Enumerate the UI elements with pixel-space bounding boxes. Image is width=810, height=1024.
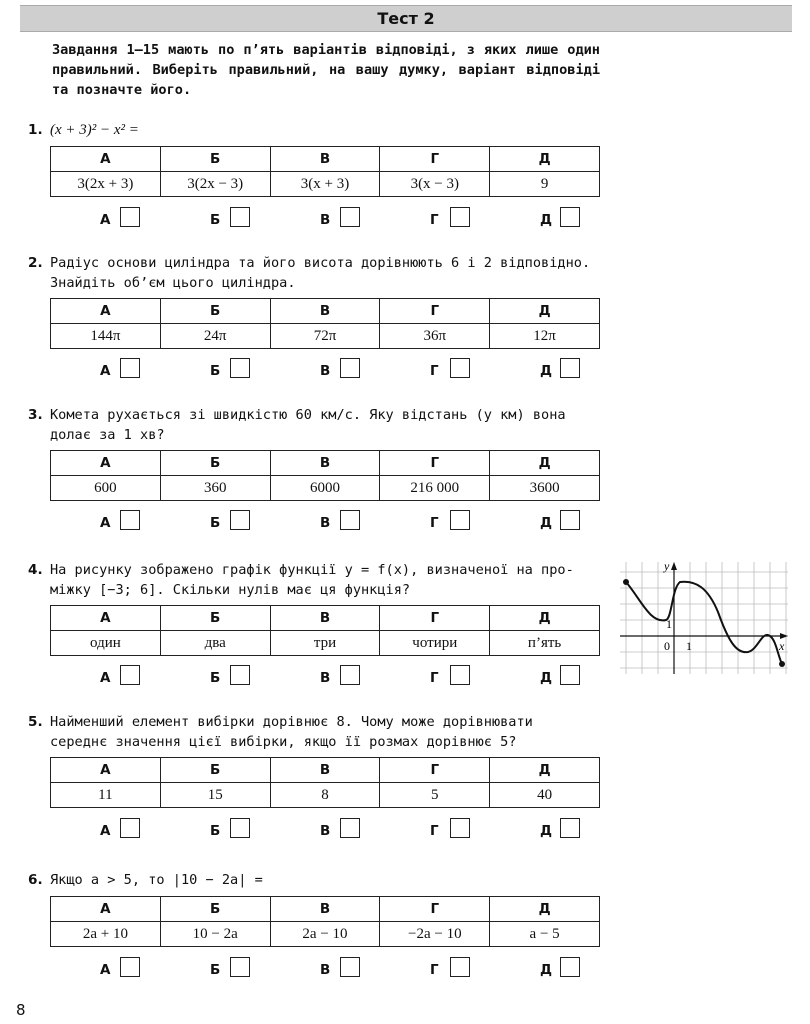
answer-label: Г bbox=[430, 212, 439, 228]
origin-label: 0 bbox=[664, 639, 670, 653]
question-number: 6. bbox=[28, 872, 43, 888]
question-line: міжку [−3; 6]. Скільки нулів має ця функція? bbox=[50, 582, 411, 598]
answer-label: Д bbox=[540, 515, 553, 531]
question-number: 4. bbox=[28, 562, 43, 578]
answer-checkbox[interactable] bbox=[230, 957, 250, 977]
answer-checkbox[interactable] bbox=[560, 957, 580, 977]
question-4 bbox=[28, 560, 603, 651]
option-value: 3600 bbox=[490, 476, 600, 501]
option-value: 9 bbox=[490, 172, 600, 197]
question-line: Якщо a > 5, то |10 − 2a| = bbox=[50, 872, 263, 888]
option-value: 3(x − 3) bbox=[380, 172, 490, 197]
answer-label: В bbox=[320, 962, 331, 978]
answer-checkbox[interactable] bbox=[120, 818, 140, 838]
options-table bbox=[50, 896, 600, 947]
answer-label: Б bbox=[210, 363, 221, 379]
function-graph bbox=[620, 558, 790, 678]
answer-row-2 bbox=[68, 358, 588, 382]
answer-checkbox[interactable] bbox=[340, 957, 360, 977]
question-line: Радіус основи циліндра та його висота дорівнюють 6 і 2 відповідно. bbox=[50, 255, 591, 271]
option-header: А bbox=[51, 299, 161, 324]
question-number: 2. bbox=[28, 255, 43, 271]
question-3 bbox=[28, 405, 603, 496]
answer-label: Г bbox=[430, 962, 439, 978]
answer-label: Б bbox=[210, 515, 221, 531]
answer-checkbox[interactable] bbox=[340, 818, 360, 838]
option-header: Г bbox=[380, 606, 490, 631]
option-header: Б bbox=[160, 299, 270, 324]
option-value: 40 bbox=[490, 783, 600, 808]
answer-label: А bbox=[100, 670, 111, 686]
option-value: 2a − 10 bbox=[270, 922, 380, 947]
option-header: Д bbox=[490, 606, 600, 631]
answer-checkbox[interactable] bbox=[450, 358, 470, 378]
option-header: В bbox=[270, 299, 380, 324]
option-value: −2a − 10 bbox=[380, 922, 490, 947]
answer-row-1 bbox=[68, 207, 588, 231]
test-title: Тест 2 bbox=[377, 9, 435, 28]
answer-label: В bbox=[320, 212, 331, 228]
options-table bbox=[50, 450, 600, 501]
option-header: А bbox=[51, 147, 161, 172]
answer-label: А bbox=[100, 515, 111, 531]
option-header: В bbox=[270, 606, 380, 631]
answer-label: А bbox=[100, 212, 111, 228]
answer-checkbox[interactable] bbox=[560, 818, 580, 838]
option-header: Г bbox=[380, 299, 490, 324]
option-header: В bbox=[270, 451, 380, 476]
question-line: На рисунку зображено графік функції y = f(x), визначеної на про- bbox=[50, 562, 574, 578]
answer-label: Д bbox=[540, 670, 553, 686]
option-header: Г bbox=[380, 758, 490, 783]
question-6 bbox=[28, 870, 603, 942]
option-value: 6000 bbox=[270, 476, 380, 501]
option-value: 12π bbox=[490, 324, 600, 349]
option-value: 216 000 bbox=[380, 476, 490, 501]
option-value: 360 bbox=[160, 476, 270, 501]
answer-checkbox[interactable] bbox=[340, 510, 360, 530]
answer-label: А bbox=[100, 823, 111, 839]
y-axis-label: y bbox=[664, 559, 670, 573]
answer-label: Г bbox=[430, 515, 439, 531]
x-tick-label: 1 bbox=[686, 639, 692, 653]
answer-checkbox[interactable] bbox=[340, 207, 360, 227]
answer-checkbox[interactable] bbox=[120, 207, 140, 227]
option-header: А bbox=[51, 606, 161, 631]
option-header: Б bbox=[160, 897, 270, 922]
instructions: Завдання 1–15 мають по п’ять варіантів відповіді, з яких лише один правильний. Виберіть правильний, на вашу думку, варіант відповіді та позначте його. bbox=[52, 42, 600, 98]
answer-checkbox[interactable] bbox=[230, 818, 250, 838]
y-tick-label: 1 bbox=[666, 617, 672, 631]
answer-label: Б bbox=[210, 212, 221, 228]
answer-row-5 bbox=[68, 818, 588, 842]
option-header: Д bbox=[490, 147, 600, 172]
option-value: 36π bbox=[380, 324, 490, 349]
answer-row-6 bbox=[68, 957, 588, 981]
option-value: 144π bbox=[51, 324, 161, 349]
question-line: середнє значення цієї вибірки, якщо її розмах дорівнює 5? bbox=[50, 734, 517, 750]
question-line: Знайдіть об’єм цього циліндра. bbox=[50, 275, 296, 291]
option-value: два bbox=[160, 631, 270, 656]
y-axis-arrow bbox=[671, 562, 677, 570]
answer-checkbox[interactable] bbox=[230, 358, 250, 378]
option-header: Б bbox=[160, 147, 270, 172]
question-6-text bbox=[28, 870, 603, 890]
options-table bbox=[50, 757, 600, 808]
answer-checkbox[interactable] bbox=[230, 207, 250, 227]
options-table bbox=[50, 298, 600, 349]
option-value: 10 − 2a bbox=[160, 922, 270, 947]
answer-label: В bbox=[320, 515, 331, 531]
question-4-text bbox=[28, 560, 603, 600]
option-value: 2a + 10 bbox=[51, 922, 161, 947]
question-number: 3. bbox=[28, 407, 43, 423]
answer-checkbox[interactable] bbox=[120, 665, 140, 685]
answer-checkbox[interactable] bbox=[450, 207, 470, 227]
options-table bbox=[50, 146, 600, 197]
option-header: А bbox=[51, 451, 161, 476]
curve-end-point bbox=[779, 661, 785, 667]
answer-label: Г bbox=[430, 670, 439, 686]
answer-checkbox[interactable] bbox=[340, 665, 360, 685]
options-table bbox=[50, 605, 600, 656]
answer-checkbox[interactable] bbox=[230, 510, 250, 530]
option-header: Д bbox=[490, 451, 600, 476]
question-line: Комета рухається зі швидкістю 60 км/с. Яку відстань (у км) вона bbox=[50, 407, 566, 423]
answer-row-4 bbox=[68, 665, 588, 689]
answer-checkbox[interactable] bbox=[230, 665, 250, 685]
option-value: 8 bbox=[270, 783, 380, 808]
question-line: долає за 1 хв? bbox=[50, 427, 165, 443]
option-header: Д bbox=[490, 758, 600, 783]
question-2-text bbox=[28, 253, 603, 293]
option-value: a − 5 bbox=[490, 922, 600, 947]
question-3-text bbox=[28, 405, 603, 445]
answer-label: А bbox=[100, 363, 111, 379]
answer-checkbox[interactable] bbox=[340, 358, 360, 378]
question-5-text bbox=[28, 712, 603, 752]
option-header: А bbox=[51, 897, 161, 922]
answer-label: А bbox=[100, 962, 111, 978]
answer-checkbox[interactable] bbox=[450, 957, 470, 977]
answer-label: Г bbox=[430, 363, 439, 379]
answer-label: Д bbox=[540, 363, 553, 379]
option-header: В bbox=[270, 758, 380, 783]
answer-checkbox[interactable] bbox=[450, 510, 470, 530]
answer-label: В bbox=[320, 363, 331, 379]
option-header: В bbox=[270, 147, 380, 172]
option-value: 24π bbox=[160, 324, 270, 349]
option-header: А bbox=[51, 758, 161, 783]
answer-label: Д bbox=[540, 962, 553, 978]
answer-checkbox[interactable] bbox=[120, 510, 140, 530]
answer-checkbox[interactable] bbox=[450, 665, 470, 685]
answer-label: В bbox=[320, 823, 331, 839]
option-header: Б bbox=[160, 606, 270, 631]
answer-checkbox[interactable] bbox=[560, 207, 580, 227]
option-value: 5 bbox=[380, 783, 490, 808]
option-header: Г bbox=[380, 897, 490, 922]
option-value: чотири bbox=[380, 631, 490, 656]
question-number: 1. bbox=[28, 122, 43, 138]
question-1 bbox=[28, 120, 603, 192]
option-value: один bbox=[51, 631, 161, 656]
option-header: Б bbox=[160, 451, 270, 476]
option-header: Д bbox=[490, 897, 600, 922]
option-value: 3(x + 3) bbox=[270, 172, 380, 197]
answer-checkbox[interactable] bbox=[450, 818, 470, 838]
test-title-banner bbox=[20, 5, 792, 32]
x-axis-label: x bbox=[779, 639, 785, 653]
answer-label: Д bbox=[540, 823, 553, 839]
option-header: Б bbox=[160, 758, 270, 783]
option-value: три bbox=[270, 631, 380, 656]
curve-start-point bbox=[623, 579, 629, 585]
answer-checkbox[interactable] bbox=[560, 665, 580, 685]
graph-grid bbox=[620, 562, 788, 674]
answer-checkbox[interactable] bbox=[120, 957, 140, 977]
option-header: В bbox=[270, 897, 380, 922]
option-value: 11 bbox=[51, 783, 161, 808]
question-5 bbox=[28, 712, 603, 803]
answer-label: Б bbox=[210, 670, 221, 686]
answer-checkbox[interactable] bbox=[560, 358, 580, 378]
option-value: 3(2x + 3) bbox=[51, 172, 161, 197]
option-header: Д bbox=[490, 299, 600, 324]
option-header: Г bbox=[380, 147, 490, 172]
question-number: 5. bbox=[28, 714, 43, 730]
page-number: 8 bbox=[16, 1001, 26, 1019]
answer-checkbox[interactable] bbox=[120, 358, 140, 378]
answer-label: В bbox=[320, 670, 331, 686]
option-value: 600 bbox=[51, 476, 161, 501]
answer-label: Б bbox=[210, 962, 221, 978]
answer-label: Д bbox=[540, 212, 553, 228]
question-line: Найменший елемент вибірки дорівнює 8. Чому може дорівнювати bbox=[50, 714, 533, 730]
answer-row-3 bbox=[68, 510, 588, 534]
option-value: 72π bbox=[270, 324, 380, 349]
question-1-text bbox=[28, 120, 603, 140]
answer-label: Б bbox=[210, 823, 221, 839]
option-value: 15 bbox=[160, 783, 270, 808]
question-line: (x + 3)² − x² = bbox=[50, 122, 139, 138]
question-2 bbox=[28, 253, 603, 344]
option-value: п’ять bbox=[490, 631, 600, 656]
answer-checkbox[interactable] bbox=[560, 510, 580, 530]
answer-label: Г bbox=[430, 823, 439, 839]
option-value: 3(2x − 3) bbox=[160, 172, 270, 197]
option-header: Г bbox=[380, 451, 490, 476]
